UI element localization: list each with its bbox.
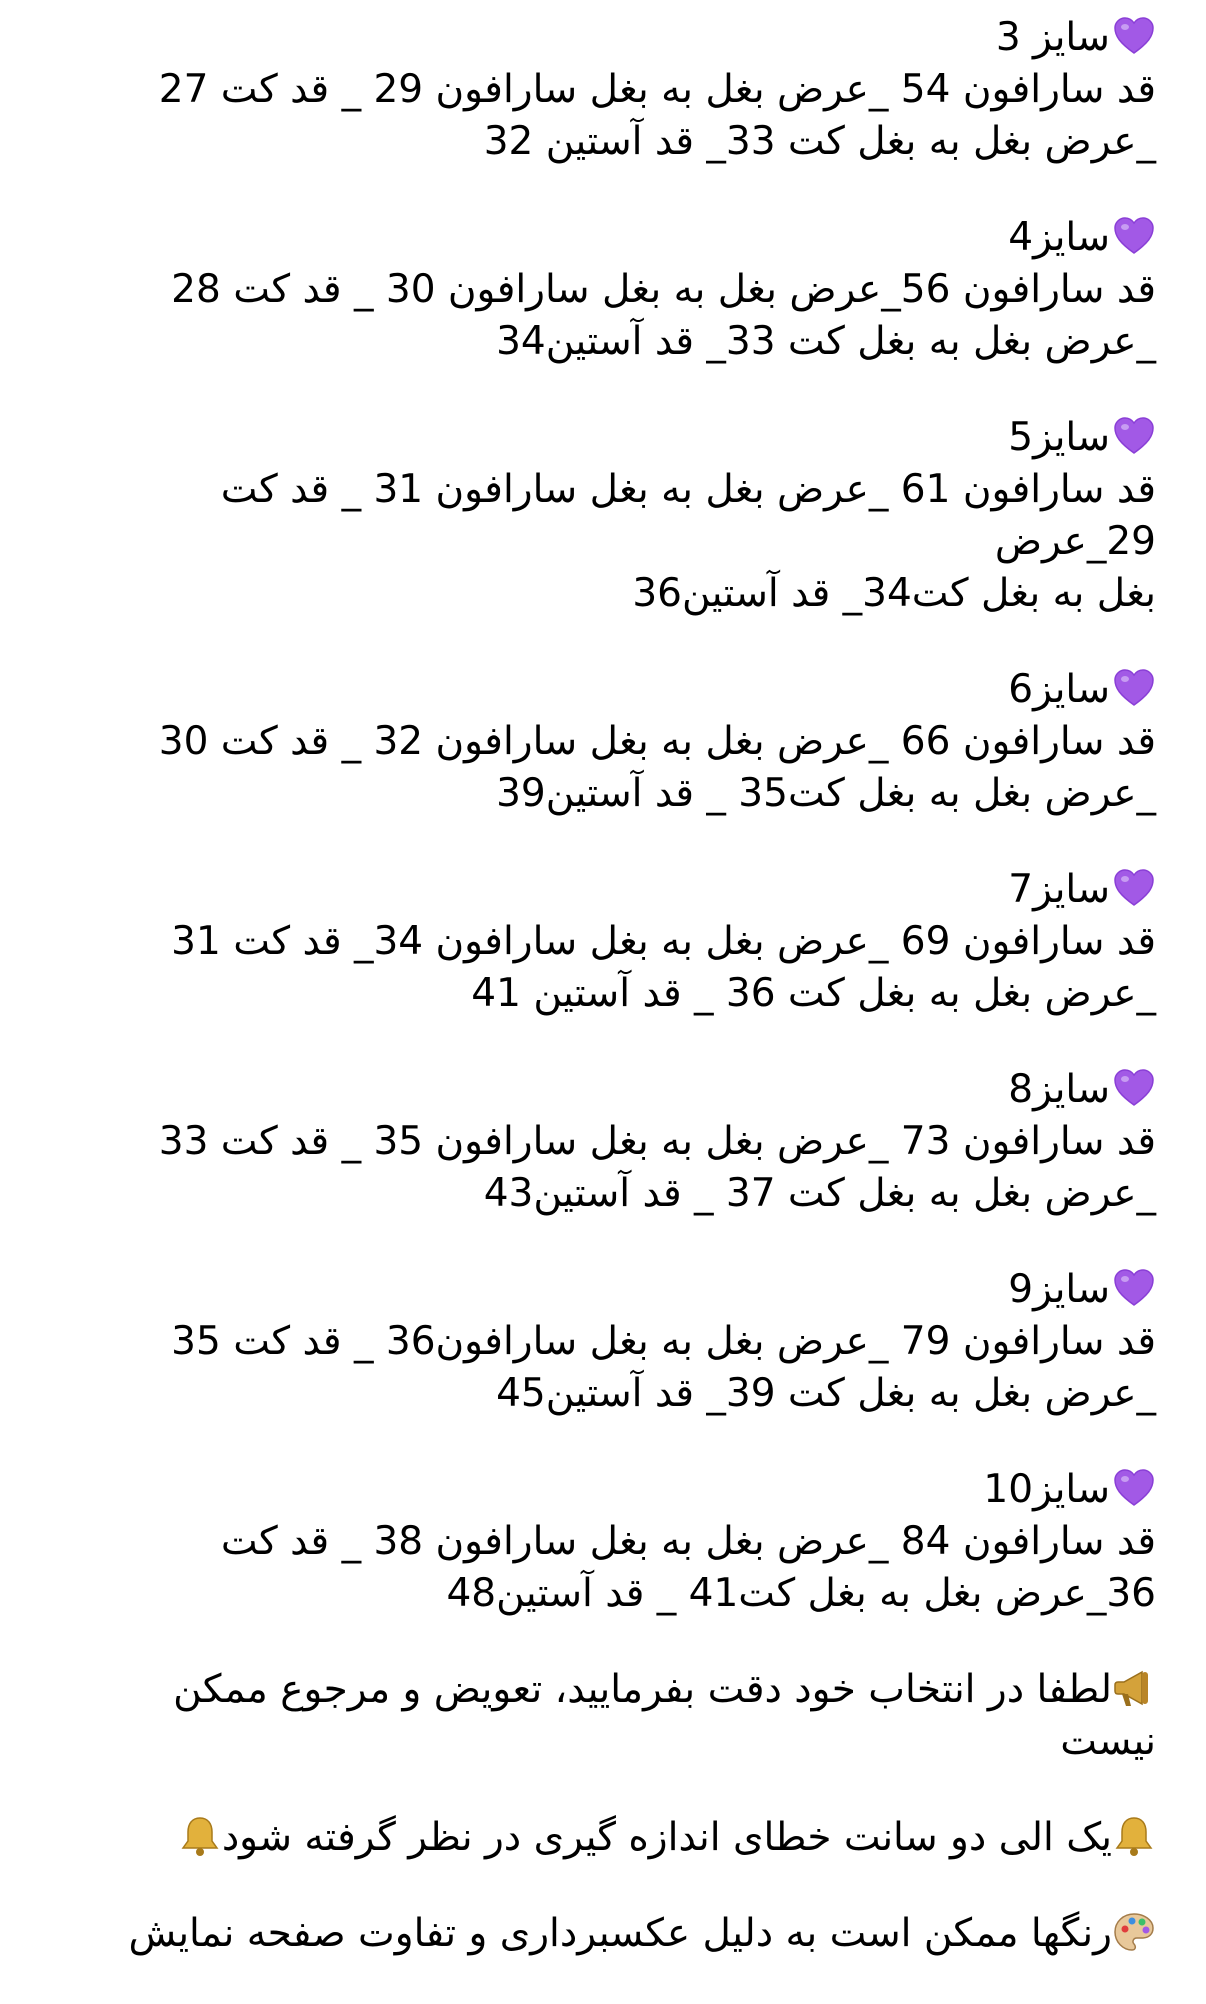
size-line-2: _عرض بغل به بغل کت 33_ قد آستین 32 [483, 119, 1156, 164]
tolerance-line [50, 1812, 1156, 1864]
size-line-2: 36_عرض بغل به بغل کت41 _ قد آستین48 [446, 1571, 1156, 1616]
size-title [50, 212, 1156, 264]
size-title-text: سایز5 [1008, 415, 1110, 460]
size-block-10 [50, 1464, 1156, 1620]
purple-heart-icon [1112, 666, 1156, 710]
size-title-text: سایز 3 [995, 15, 1110, 60]
size-line-1: قد سارافون 79 _عرض بغل به بغل سارافون36 _ قد کت 35 [171, 1319, 1156, 1364]
size-title [50, 1064, 1156, 1116]
palette-icon [1112, 1910, 1156, 1954]
size-block-5 [50, 412, 1156, 620]
size-block-6 [50, 664, 1156, 820]
size-title [50, 412, 1156, 464]
colors-note [50, 1908, 1156, 1960]
size-line-2: _عرض بغل به بغل کت 33_ قد آستین34 [496, 319, 1156, 364]
size-block-7 [50, 864, 1156, 1020]
size-line-1: قد سارافون 56_عرض بغل به بغل سارافون 30 _ قد کت 28 [171, 267, 1156, 312]
size-line-2: _عرض بغل به بغل کت 37 _ قد آستین43 [483, 1171, 1156, 1216]
size-block-4 [50, 212, 1156, 368]
size-line-2: _عرض بغل به بغل کت 36 _ قد آستین 41 [471, 971, 1156, 1016]
size-title-text: سایز9 [1008, 1267, 1110, 1312]
size-line-1: قد سارافون 69 _عرض بغل به بغل سارافون 34_ قد کت 31 [171, 919, 1156, 964]
size-title [50, 664, 1156, 716]
notice-line-2: نیست [1060, 1719, 1156, 1764]
size-line-1: قد سارافون 66 _عرض بغل به بغل سارافون 32 _ قد کت 30 [158, 719, 1156, 764]
size-line-1: قد سارافون 54 _عرض بغل به بغل سارافون 29 _ قد کت 27 [158, 67, 1156, 112]
size-line-1: قد سارافون 73 _عرض بغل به بغل سارافون 35 _ قد کت 33 [158, 1119, 1156, 1164]
size-title-text: سایز7 [1008, 867, 1110, 912]
size-block-9 [50, 1264, 1156, 1420]
size-title [50, 1264, 1156, 1316]
notice-line-1 [50, 1664, 1156, 1716]
tolerance-note [50, 1812, 1156, 1864]
size-line-1: قد سارافون 61 _عرض بغل به بغل سارافون 31 _ قد کت 29_عرض [208, 467, 1156, 564]
megaphone-icon [1112, 1666, 1156, 1710]
size-title-text: سایز4 [1008, 215, 1110, 260]
purple-heart-icon [1112, 1466, 1156, 1510]
purple-heart-icon [1112, 1066, 1156, 1110]
purple-heart-icon [1112, 866, 1156, 910]
purple-heart-icon [1112, 214, 1156, 258]
size-block-3 [50, 12, 1156, 168]
bell-icon [178, 1814, 222, 1858]
size-line-1: قد سارافون 84 _عرض بغل به بغل سارافون 38 _ قد کت [220, 1519, 1156, 1564]
size-title [50, 1464, 1156, 1516]
tolerance-text: یک الی دو سانت خطای اندازه گیری در نظر گرفته شود [221, 1815, 1112, 1860]
size-line-2: _عرض بغل به بغل کت 39_ قد آستین45 [496, 1371, 1156, 1416]
size-title [50, 864, 1156, 916]
size-title-text: سایز8 [1008, 1067, 1110, 1112]
notice-text: لطفا در انتخاب خود دقت بفرمایید، تعویض و مرجوع ممکن [173, 1667, 1112, 1712]
message-text [50, 12, 1156, 2004]
size-title-text: سایز10 [983, 1467, 1110, 1512]
purple-heart-icon [1112, 1266, 1156, 1310]
size-line-2: _عرض بغل به بغل کت35 _ قد آستین39 [496, 771, 1156, 816]
size-block-8 [50, 1064, 1156, 1220]
purple-heart-icon [1112, 14, 1156, 58]
notice-note [50, 1664, 1156, 1768]
size-title [50, 12, 1156, 64]
purple-heart-icon [1112, 414, 1156, 458]
colors-line [50, 1908, 1156, 1960]
bell-icon [1112, 1814, 1156, 1858]
size-line-2: بغل به بغل کت34_ قد آستین36 [632, 571, 1156, 616]
size-title-text: سایز6 [1008, 667, 1110, 712]
colors-text: رنگها ممکن است به دلیل عکسبرداری و تفاوت صفحه نمایش [128, 1911, 1112, 1956]
